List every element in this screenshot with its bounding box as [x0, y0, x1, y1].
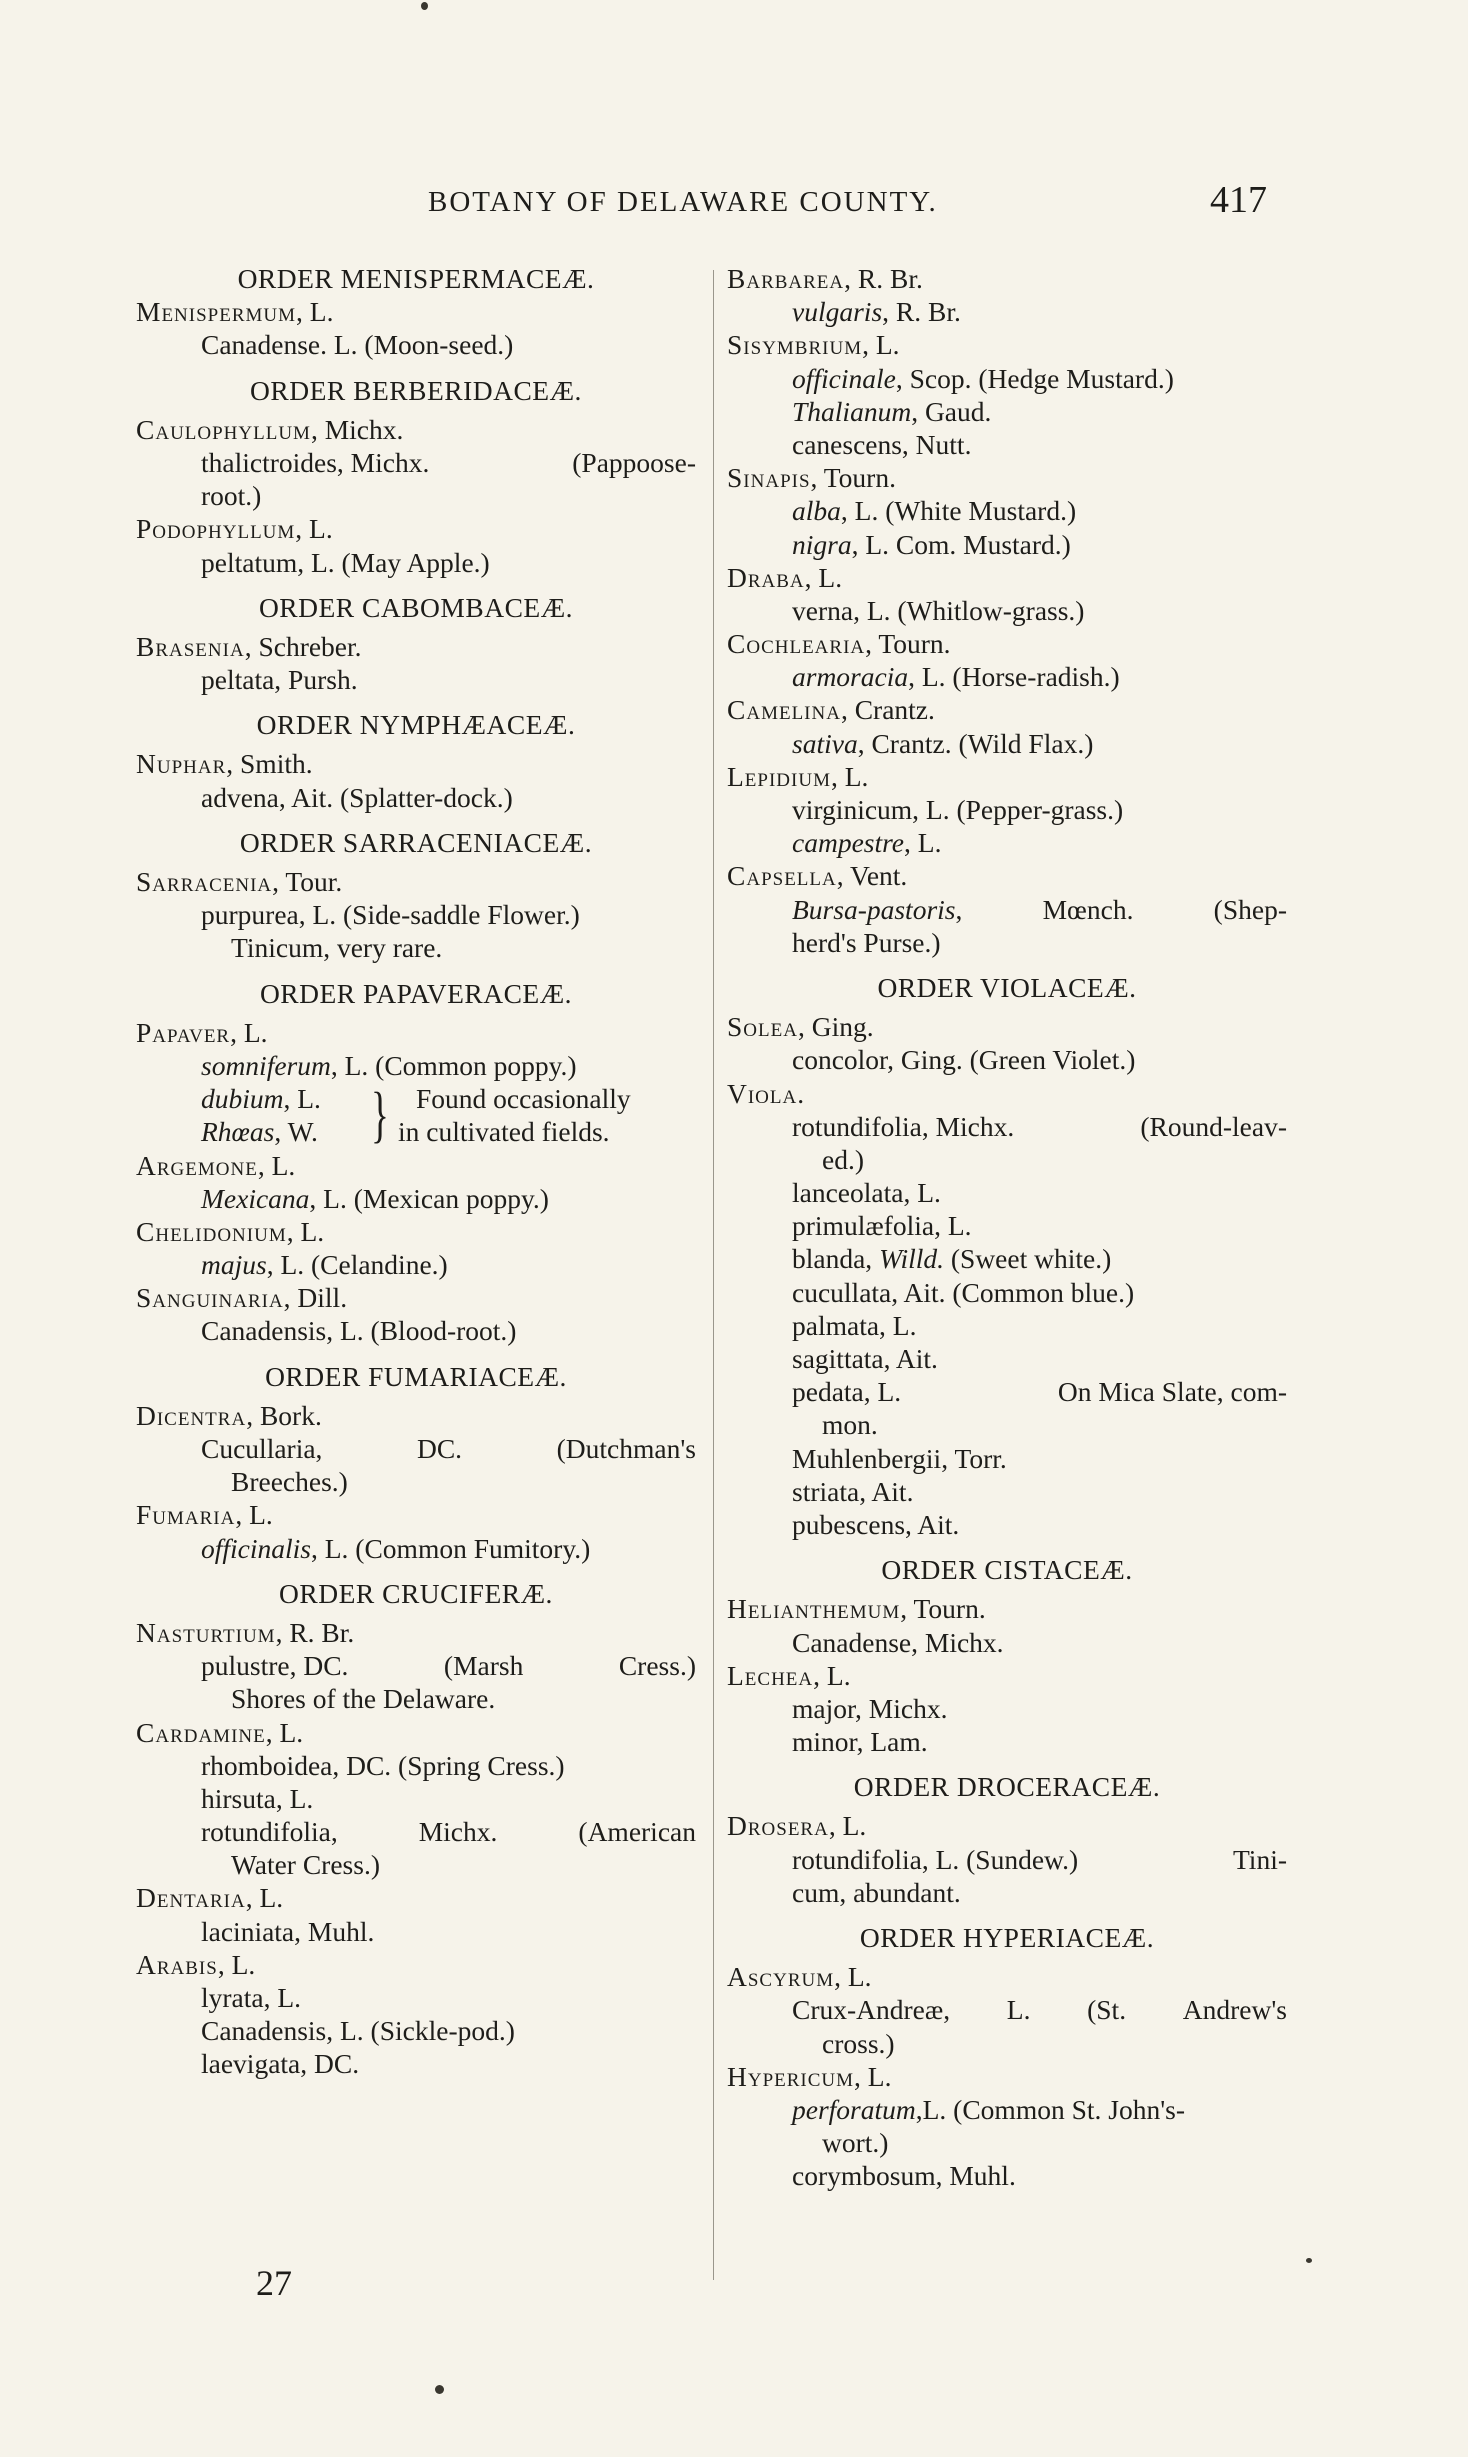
genus-entry: Argemone, L. [136, 1149, 296, 1181]
species-entry: palmata, L. [792, 1309, 917, 1341]
genus-entry: Brasenia, Schreber. [136, 630, 362, 662]
genus-entry: Lechea, L. [727, 1659, 851, 1691]
species-entry: corymbosum, Muhl. [792, 2160, 1016, 2192]
page-number: 417 [1210, 179, 1267, 221]
genus-entry: Fumaria, L. [136, 1499, 273, 1531]
genus-entry: Sanguinaria, Dill. [136, 1282, 348, 1314]
species-continuation: cum, abundant. [792, 1876, 961, 1908]
genus-entry: Menispermum, L. [136, 296, 334, 328]
brace-glyph: } [370, 1081, 389, 1150]
species-entry: somniferum, L. (Common poppy.) [201, 1049, 577, 1081]
species-entry: vulgaris, R. Br. [792, 296, 961, 328]
species-entry: peltata, Pursh. [201, 664, 358, 696]
ink-speck [421, 2, 428, 10]
species-entry: Muhlenbergii, Torr. [792, 1442, 1007, 1474]
genus-entry: Drosera, L. [727, 1810, 867, 1842]
order-heading: ORDER CISTACEÆ. [881, 1554, 1133, 1586]
species-entry: Canadensis, L. (Sickle-pod.) [201, 2015, 515, 2047]
species-entry: verna, L. (Whitlow-grass.) [792, 594, 1085, 626]
species-entry: sativa, Crantz. (Wild Flax.) [792, 727, 1094, 759]
species-entry: Rhœas, W. [201, 1116, 318, 1148]
genus-entry: Chelidonium, L. [136, 1215, 325, 1247]
species-entry: virginicum, L. (Pepper-grass.) [792, 794, 1124, 825]
genus-entry: Caulophyllum, Michx. [136, 413, 404, 445]
species-entry: Canadensis, L. (Blood-root.) [201, 1315, 517, 1347]
genus-entry: Solea, Ging. [727, 1011, 874, 1043]
species-group [136, 1082, 696, 1148]
species-continuation: Water Cress.) [231, 1849, 380, 1881]
genus-entry: Sisymbrium, L. [727, 329, 900, 361]
signature-mark: 27 [256, 2263, 292, 2303]
order-heading: ORDER HYPERIACEÆ. [859, 1922, 1155, 1953]
genus-entry: Podophyllum, L. [136, 513, 333, 545]
running-title: BOTANY OF DELAWARE COUNTY. [428, 186, 938, 218]
genus-entry: Nuphar, Smith. [136, 748, 313, 780]
species-entry: hirsuta, L. [201, 1782, 314, 1814]
species-entry: pulustre, DC. (Marsh Cress.) [201, 1650, 696, 1682]
species-entry: striata, Ait. [792, 1475, 914, 1507]
genus-entry: Draba, L. [727, 561, 843, 593]
species-entry: cucullata, Ait. (Common blue.) [792, 1276, 1135, 1308]
species-entry: Canadense, Michx. [792, 1626, 1004, 1658]
species-entry: rhomboidea, DC. (Spring Cress.) [201, 1749, 565, 1781]
order-heading: ORDER BERBERIDACEÆ. [250, 374, 582, 406]
genus-entry: Sinapis, Tourn. [727, 462, 896, 494]
genus-entry: Barbarea, R. Br. [727, 263, 923, 294]
species-entry: pedata, L. On Mica Slate, com- [792, 1376, 1287, 1408]
species-entry: rotundifolia, Michx. (Round-leav- [792, 1110, 1287, 1142]
species-note: Found occasionally in cultivated fields. [398, 1083, 631, 1148]
species-note: Tinicum, very rare. [231, 932, 443, 964]
species-entry: officinalis, L. (Common Fumitory.) [201, 1532, 591, 1564]
order-heading: ORDER DROCERACEÆ. [853, 1771, 1161, 1803]
order-heading: ORDER VIOLACEÆ. [877, 971, 1137, 1003]
genus-entry: Ascyrum, L. [727, 1961, 872, 1993]
species-note: Shores of the Delaware. [231, 1683, 496, 1715]
genus-entry: Camelina, Crantz. [727, 694, 935, 726]
species-continuation: ed.) [822, 1143, 864, 1175]
species-entry: blanda, Willd. (Sweet white.) [792, 1243, 1112, 1275]
species-entry: concolor, Ging. (Green Violet.) [792, 1044, 1136, 1076]
genus-entry: Nasturtium, R. Br. [136, 1616, 355, 1648]
genus-entry: Hypericum, L. [727, 2060, 892, 2092]
species-entry: pubescens, Ait. [792, 1508, 960, 1540]
ink-speck [1306, 2258, 1312, 2263]
order-heading: ORDER NYMPHÆACEÆ. [256, 709, 576, 741]
order-heading: ORDER CRUCIFERÆ. [279, 1577, 553, 1609]
genus-entry: Dentaria, L. [136, 1882, 284, 1914]
genus-entry: Arabis, L. [136, 1948, 256, 1980]
species-entry: dubium, L. [201, 1083, 321, 1115]
species-continuation: Breeches.) [231, 1466, 348, 1498]
order-heading: ORDER PAPAVERACEÆ. [259, 977, 573, 1009]
species-continuation: mon. [822, 1409, 878, 1441]
species-entry: peltatum, L. (May Apple.) [201, 546, 490, 578]
species-continuation: root.) [201, 480, 262, 512]
genus-entry: Capsella, Vent. [727, 860, 908, 892]
species-entry: Mexicana, L. (Mexican poppy.) [201, 1182, 549, 1214]
species-entry: Thalianum, Gaud. [792, 395, 992, 427]
left-column [136, 262, 696, 2081]
species-entry: rotundifolia, L. (Sundew.) Tini- [792, 1843, 1287, 1875]
genus-entry: Dicentra, Bork. [136, 1399, 322, 1431]
genus-entry: Papaver, L. [136, 1016, 268, 1048]
species-entry: primulæfolia, L. [792, 1210, 972, 1242]
species-entry: canescens, Nutt. [792, 428, 972, 460]
species-entry: lyrata, L. [201, 1982, 302, 2014]
species-continuation: herd's Purse.) [792, 926, 941, 958]
species-entry: nigra, L. Com. Mustard.) [792, 528, 1071, 560]
species-entry: minor, Lam. [792, 1726, 928, 1758]
order-heading: ORDER FUMARIACEÆ. [265, 1360, 567, 1392]
species-entry: purpurea, L. (Side-saddle Flower.) [201, 899, 580, 931]
species-entry: officinale, Scop. (Hedge Mustard.) [792, 362, 1174, 394]
species-entry: Canadense. L. (Moon-seed.) [201, 329, 514, 361]
species-entry: Cucullaria, DC. (Dutchman's [201, 1433, 696, 1465]
genus-entry: Cardamine, L. [136, 1716, 304, 1748]
species-entry: thalictroides, Michx. (Pappoose- [201, 446, 696, 478]
right-column [727, 262, 1287, 2193]
column-divider [713, 270, 714, 2280]
species-entry: sagittata, Ait. [792, 1343, 938, 1374]
species-entry: laciniata, Muhl. [201, 1915, 375, 1947]
genus-entry: Viola. [727, 1077, 805, 1109]
genus-entry: Helianthemum, Tourn. [727, 1593, 986, 1625]
page-header [0, 178, 1468, 228]
species-entry: lanceolata, L. [792, 1177, 941, 1209]
genus-entry: Cochlearia, Tourn. [727, 628, 951, 660]
species-entry: major, Michx. [792, 1692, 948, 1724]
genus-entry: Sarracenia, Tour. [136, 866, 343, 897]
species-entry: alba, L. (White Mustard.) [792, 495, 1077, 527]
species-entry: laevigata, DC. [201, 2048, 360, 2080]
order-heading: ORDER SARRACENIACEÆ. [239, 826, 593, 858]
species-entry: armoracia, L. (Horse-radish.) [792, 661, 1120, 693]
genus-entry: Lepidium, L. [727, 760, 869, 792]
order-heading: ORDER MENISPERMACEÆ. [237, 263, 595, 294]
species-continuation: cross.) [822, 2027, 895, 2059]
species-entry: Crux-Andreæ, L. (St. Andrew's [792, 1994, 1287, 2026]
species-entry: Bursa-pastoris, Mœnch. (Shep- [792, 893, 1287, 925]
species-entry: rotundifolia, Michx. (American [201, 1816, 696, 1848]
order-heading: ORDER CABOMBACEÆ. [258, 591, 574, 623]
species-entry: campestre, L. [792, 827, 942, 859]
species-entry: majus, L. (Celandine.) [201, 1249, 448, 1281]
species-entry: advena, Ait. (Splatter-dock.) [201, 781, 513, 813]
species-continuation: wort.) [822, 2127, 889, 2159]
ink-speck [435, 2385, 444, 2394]
species-entry: perforatum,L. (Common St. John's- [792, 2093, 1186, 2125]
